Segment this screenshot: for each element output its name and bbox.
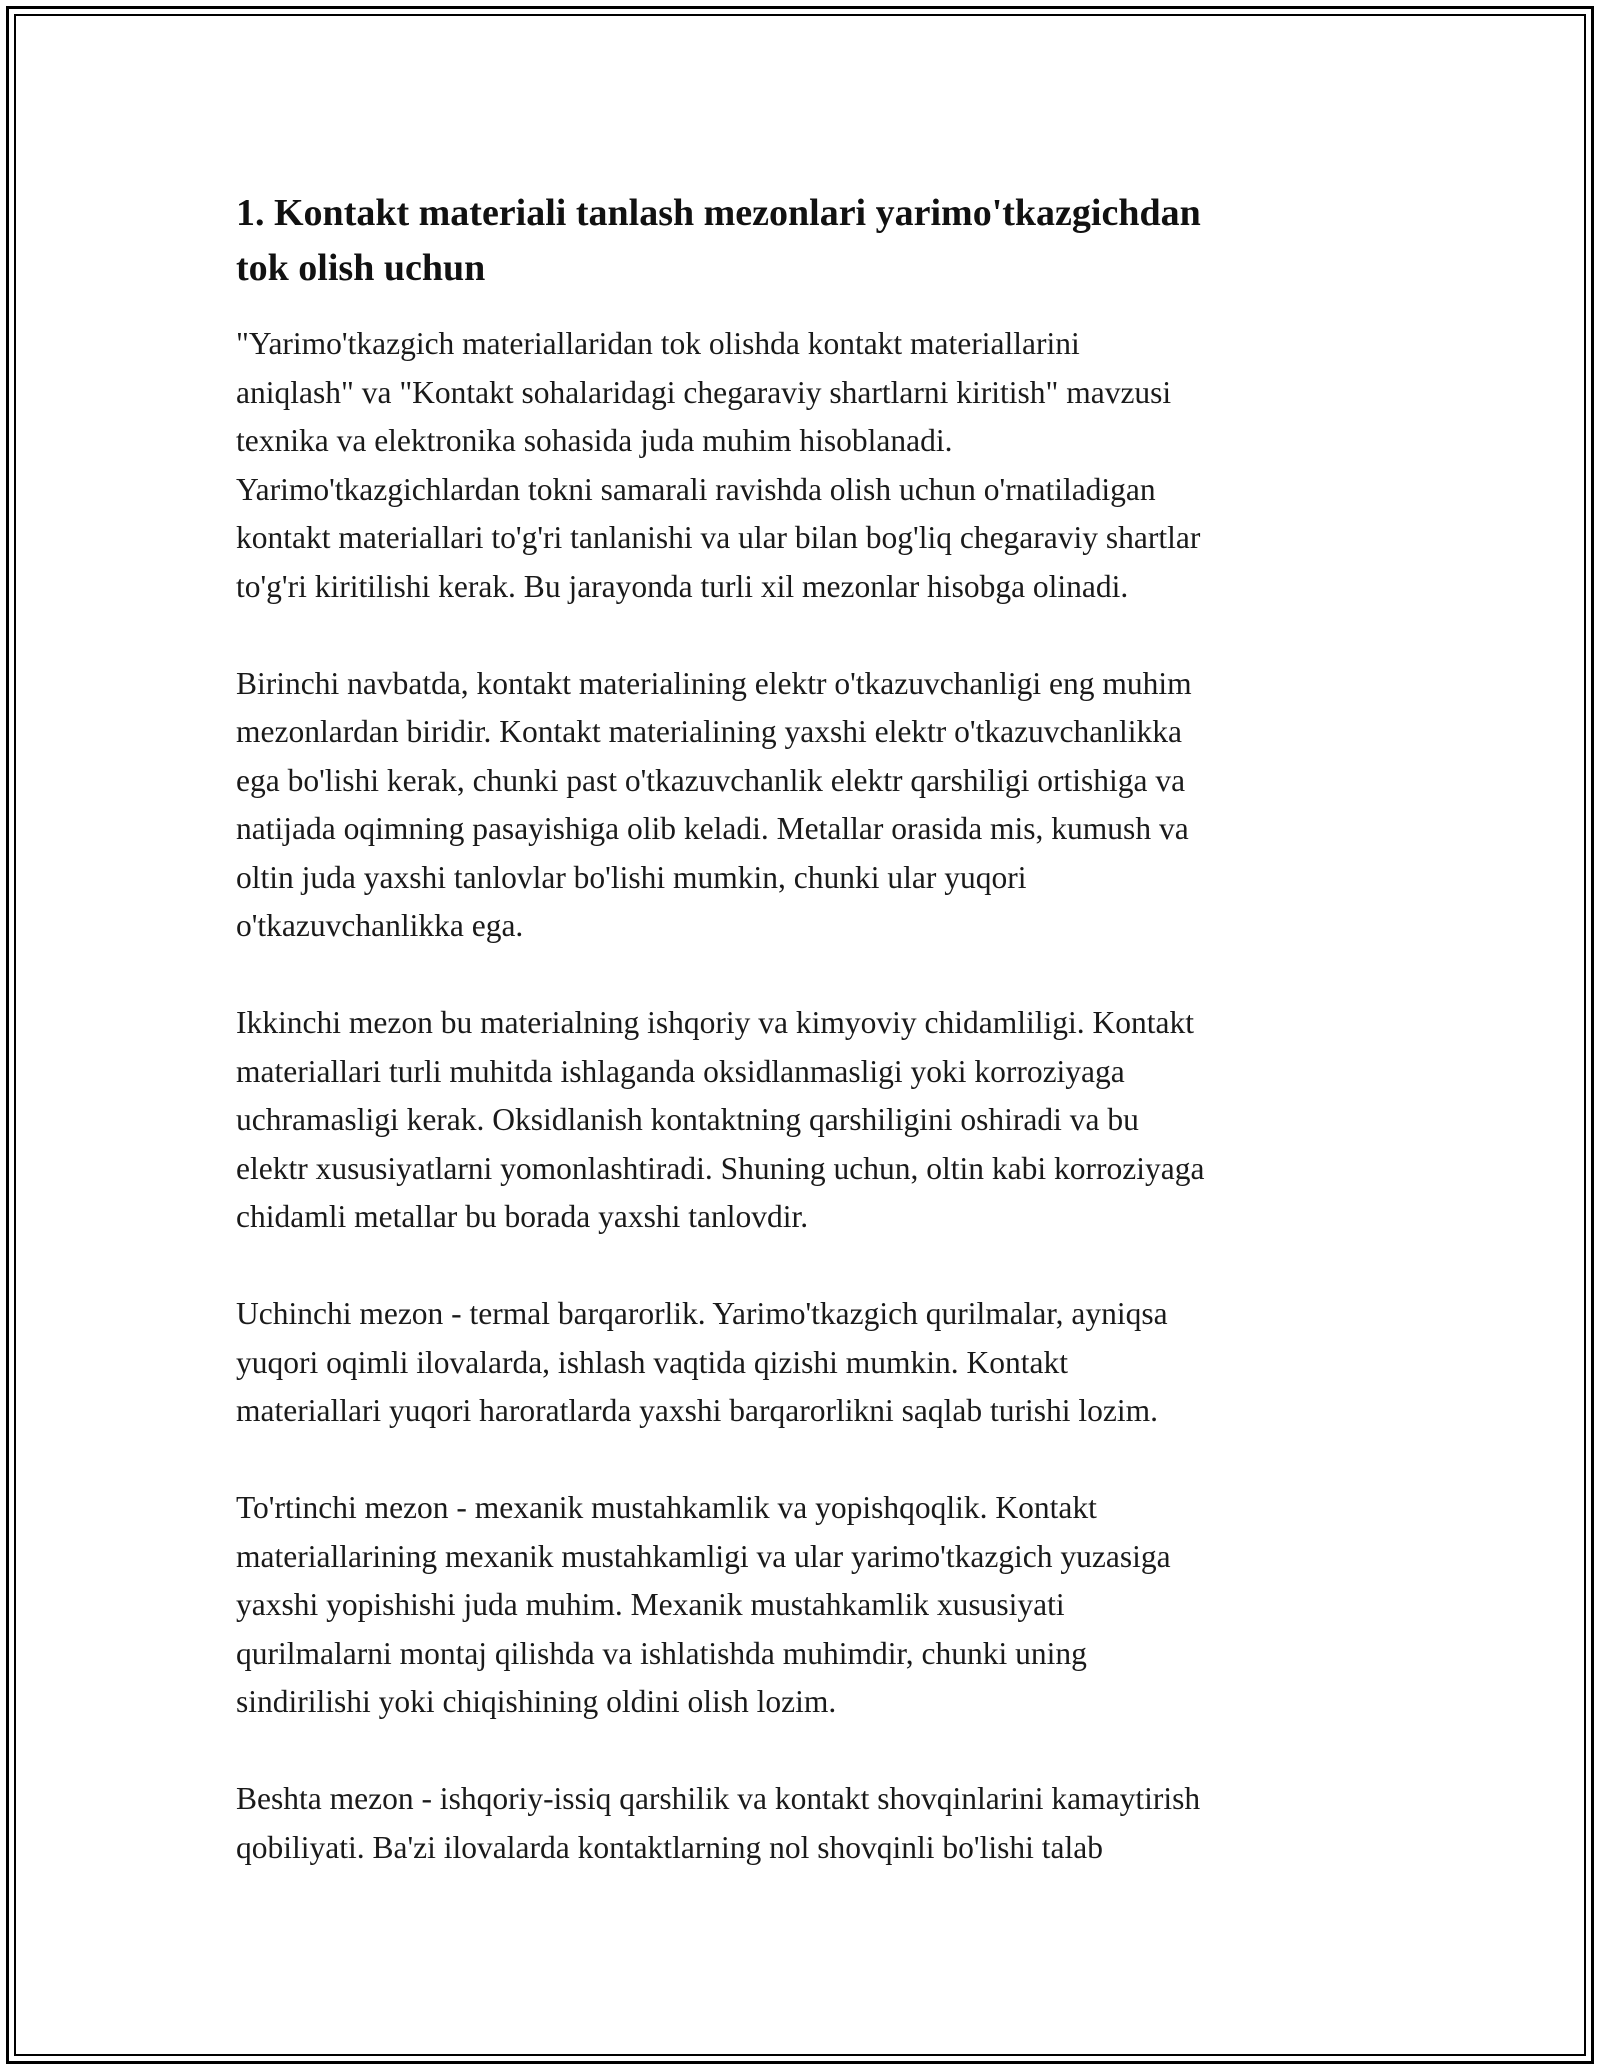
document-body <box>236 186 1366 1921</box>
text-line: Beshta mezon - ishqoriy-issiq qarshilik va kontakt shovqinlarini kamaytirish <box>236 1781 1201 1816</box>
text-line: Birinchi navbatda, kontakt materialining elektr o'tkazuvchanligi eng muhim <box>236 665 1192 701</box>
text-line: "Yarimo'tkazgich materiallaridan tok olishda kontakt materiallarini <box>236 326 1080 361</box>
heading-line: tok olish uchun <box>236 247 486 289</box>
paragraph-third-criterion <box>236 1290 1366 1436</box>
section-heading <box>236 186 1366 296</box>
text-line: materiallari yuqori haroratlarda yaxshi barqarorlikni saqlab turishi lozim. <box>236 1393 1158 1428</box>
text-line: Ikkinchi mezon bu materialning ishqoriy va kimyoviy chidamliligi. Kontakt <box>236 1005 1194 1040</box>
text-line: o'tkazuvchanlikka ega. <box>236 908 524 943</box>
text-line: mezonlardan biridir. Kontakt materialining yaxshi elektr o'tkazuvchanlikka <box>236 714 1182 749</box>
text-line: sindirilishi yoki chiqishining oldini olish lozim. <box>236 1684 837 1719</box>
text-line: qobiliyati. Ba'zi ilovalarda kontaktlarning nol shovqinli bo'lishi talab <box>236 1829 1103 1865</box>
text-line: kontakt materiallari to'g'ri tanlanishi va ular bilan bog'liq chegaraviy shartlar <box>236 520 1201 555</box>
text-line: qurilmalarni montaj qilishda va ishlatishda muhimdir, chunki uning <box>236 1635 1087 1671</box>
paragraph-first-criterion <box>236 660 1366 951</box>
text-line: natijada oqimning pasayishiga olib keladi. Metallar orasida mis, kumush va <box>236 811 1189 846</box>
text-line: Yarimo'tkazgichlardan tokni samarali ravishda olish uchun o'rnatiladigan <box>236 471 1156 507</box>
text-line: to'g'ri kiritilishi kerak. Bu jarayonda turli xil mezonlar hisobga olinadi. <box>236 568 1129 604</box>
text-line: aniqlash" va "Kontakt sohalaridagi chegaraviy shartlarni kiritish" mavzusi <box>236 374 1172 410</box>
text-line: To'rtinchi mezon - mexanik mustahkamlik va yopishqoqlik. Kontakt <box>236 1490 1097 1525</box>
paragraph-fourth-criterion <box>236 1484 1366 1727</box>
heading-line: 1. Kontakt materiali tanlash mezonlari yarimo'tkazgichdan <box>236 192 1201 234</box>
text-line: uchramasligi kerak. Oksidlanish kontaktning qarshiligini oshiradi va bu <box>236 1102 1139 1137</box>
paragraph-intro <box>236 320 1366 611</box>
text-line: Uchinchi mezon - termal barqarorlik. Yarimo'tkazgich qurilmalar, ayniqsa <box>236 1296 1168 1331</box>
text-line: ega bo'lishi kerak, chunki past o'tkazuvchanlik elektr qarshiligi ortishiga va <box>236 762 1186 798</box>
text-line: texnika va elektronika sohasida juda muhim hisoblanadi. <box>236 423 953 458</box>
text-line: chidamli metallar bu borada yaxshi tanlovdir. <box>236 1199 809 1234</box>
text-line: materiallarining mexanik mustahkamligi va ular yarimo'tkazgich yuzasiga <box>236 1538 1171 1574</box>
paragraph-fifth-criterion <box>236 1775 1366 1872</box>
text-line: yuqori oqimli ilovalarda, ishlash vaqtida qizishi mumkin. Kontakt <box>236 1344 1069 1380</box>
text-line: oltin juda yaxshi tanlovlar bo'lishi mumkin, chunki ular yuqori <box>236 859 1027 895</box>
text-line: materiallari turli muhitda ishlaganda oksidlanmasligi yoki korroziyaga <box>236 1053 1125 1089</box>
text-line: yaxshi yopishishi juda muhim. Mexanik mustahkamlik xususiyati <box>236 1587 1065 1622</box>
paragraph-second-criterion <box>236 999 1366 1242</box>
text-line: elektr xususiyatlarni yomonlashtiradi. Shuning uchun, oltin kabi korroziyaga <box>236 1150 1205 1186</box>
